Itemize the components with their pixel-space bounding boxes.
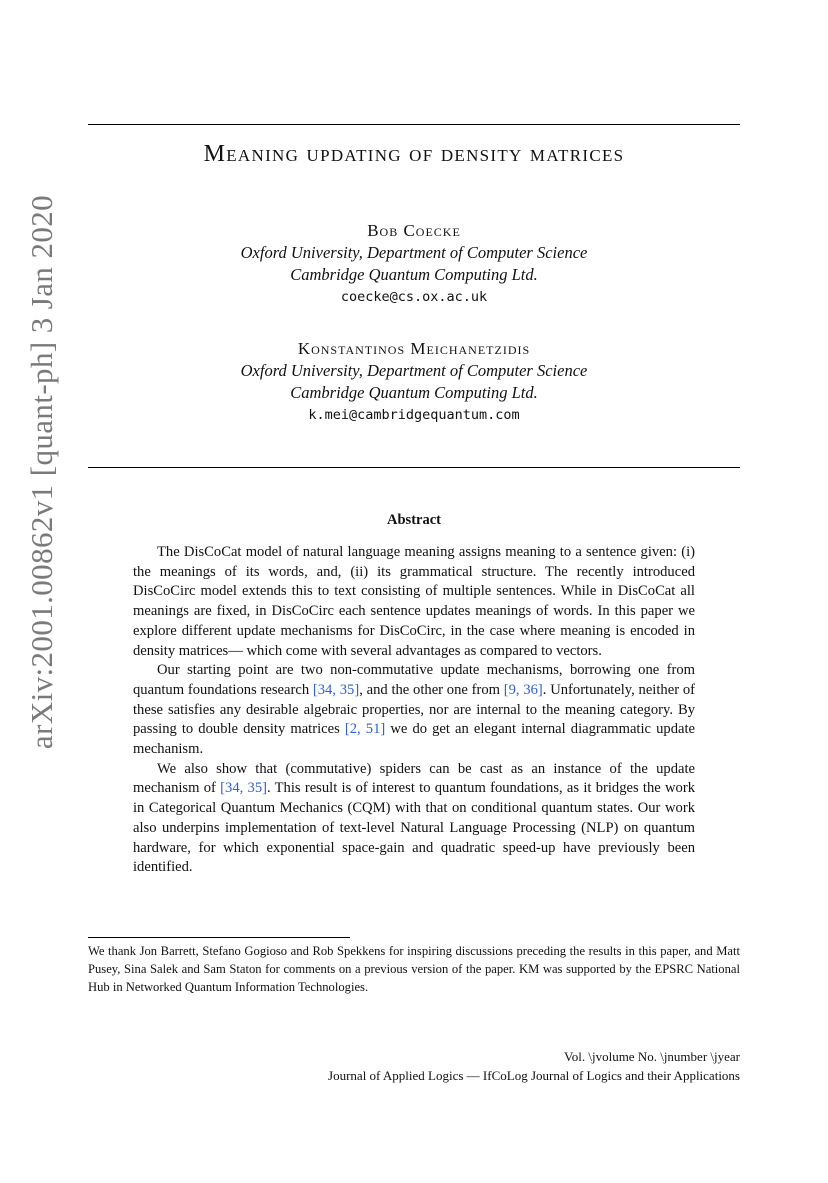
abstract-paragraph-2	[133, 661, 695, 760]
abstract-text: . This result is of interest to quantum foundations, as it bridges the work in Categorical Quantum Mechanics (CQM) with that on conditional quantum states. Our work also underpins implementation of text-level Natural Language Processing (NLP) on quantum hardware, for which exponential space-gain and quadratic speed-up have previously been identified.	[133, 780, 695, 876]
author-name: Konstantinos Meichanetzidis	[297, 339, 531, 358]
abstract-paragraph-1	[133, 543, 695, 661]
author-affiliation: Cambridge Quantum Computing Ltd.	[290, 265, 538, 284]
journal-name-line: Journal of Applied Logics — IfCoLog Journal of Logics and their Applications	[328, 1068, 740, 1083]
author-affiliation: Oxford University, Department of Computer Science	[240, 361, 588, 380]
abstract-body	[133, 543, 695, 878]
abstract-text: Our starting point are two non-commutative update mechanisms, borrowing one from quantum foundations research	[133, 662, 695, 698]
journal-volume-line: Vol. \jvolume No. \jnumber \jyear	[564, 1049, 740, 1064]
citation-link[interactable]: [34, 35]	[220, 780, 267, 797]
abstract-text: . Unfortunately, neither of these satisfies any desirable algebraic properties, nor are internal to the meaning category. By passing to double density matrices	[133, 681, 695, 738]
abstract-text: The DisCoCat model of natural language meaning assigns meaning to a sentence given: (i) the meanings of its words, and, (ii) its grammatical structure. The recently introduced DisCoCirc model extends this to text consisting of multiple sentences. While in DisCoCat all meanings are fixed, in DisCoCirc each sentence updates meanings of words. In this paper we explore different update mechanisms for DisCoCirc, in the case where meaning is encoded in density matrices— which come with several advantages as compared to vectors.	[133, 544, 695, 659]
citation-link[interactable]: [2, 51]	[344, 721, 386, 738]
top-rule	[88, 124, 740, 125]
header-bottom-rule	[88, 467, 740, 468]
author-affiliation: Oxford University, Department of Computer Science	[240, 243, 588, 262]
citation-link[interactable]: [9, 36]	[503, 681, 543, 698]
author-email: k.mei@cambridgequantum.com	[308, 407, 520, 423]
author-affiliation: Cambridge Quantum Computing Ltd.	[290, 383, 538, 402]
author-block-2	[88, 338, 740, 427]
author-email: coecke@cs.ox.ac.uk	[340, 289, 488, 305]
abstract-text: we do get an elegant internal diagrammatic update mechanism.	[133, 721, 695, 758]
abstract-paragraph-3	[133, 760, 695, 878]
acknowledgement-footnote: We thank Jon Barrett, Stefano Gogioso and Rob Spekkens for inspiring discussions preceding the results in this paper, and Matt Pusey, Sina Salek and Sam Staton for comments on a previous version of the paper. KM was supported by the EPSRC National Hub in Networked Quantum Information Technologies.	[88, 944, 740, 994]
footnote-rule	[88, 937, 350, 938]
abstract-heading: Abstract	[387, 512, 441, 528]
abstract-text: , and the other one from	[359, 681, 504, 698]
paper-title: Meaning updating of density matrices	[203, 141, 625, 167]
arxiv-identifier-stamp: arXiv:2001.00862v1 [quant-ph] 3 Jan 2020	[24, 194, 59, 750]
abstract-text: We also show that (commutative) spiders can be cast as an instance of the update mechanism of	[133, 760, 695, 797]
author-block-1	[88, 220, 740, 309]
author-name: Bob Coecke	[367, 221, 461, 240]
citation-link[interactable]: [34, 35]	[312, 681, 360, 698]
